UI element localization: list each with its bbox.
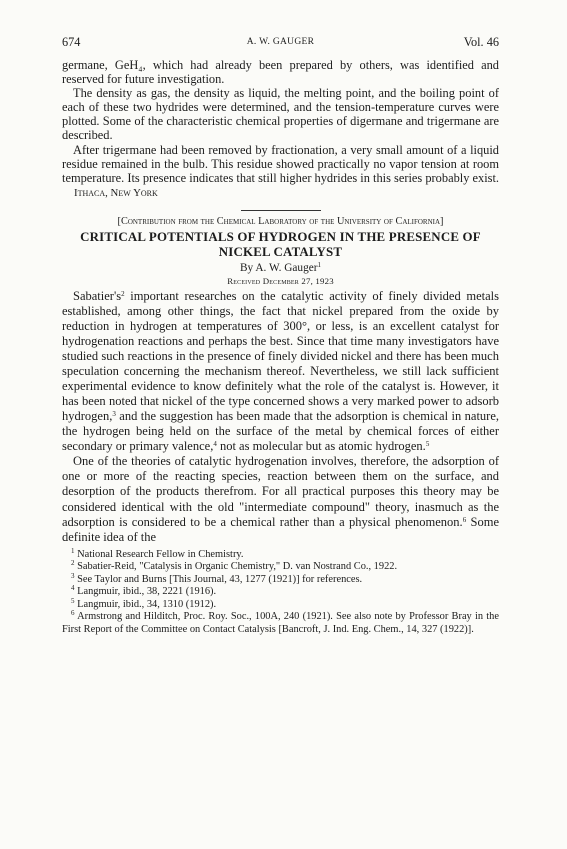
page-header <box>62 35 499 49</box>
footnote <box>62 586 499 599</box>
footnote-ref: 1 <box>317 260 321 269</box>
footnote-number: 3 <box>71 571 75 580</box>
received-date: Received December 27, 1923 <box>227 275 334 286</box>
footnote-ref: 5 <box>425 440 430 449</box>
footnote-text: Langmuir, ibid., 38, 2221 (1916). <box>77 586 217 598</box>
section-divider <box>241 210 321 211</box>
volume-label: Vol. 46 <box>463 35 499 49</box>
paragraph-text: One of the theories of catalytic hydrogenation involves, therefore, the adsorption of one or more of the reacting species, reaction between them on the surface, and desorption of the products therefrom. For all practical purposes this theory may be considered identical with the old "intermediate compound" theory, inasmuch as the adsorption is considered to be a chemical rather than a physical phenomenon. <box>62 454 499 529</box>
page-body <box>62 58 499 636</box>
article-byline <box>62 262 499 275</box>
footnotes <box>62 546 499 637</box>
footnote-number: 5 <box>71 596 75 605</box>
running-title: A. W. GAUGER <box>246 37 315 47</box>
page-number: 674 <box>62 35 81 49</box>
paragraph-text: Sabatier's <box>73 288 122 303</box>
previous-article-paragraph: The density as gas, the density as liquid, the melting point, and the boiling point of each of these two hydrides were determined, and the tension-temperature curves were plotted. Some of the characteristic chemical properties of digermane and trigermane are described. <box>62 86 499 143</box>
footnote <box>62 546 499 562</box>
previous-article-paragraph: After trigermane had been removed by fractionation, a very small amount of a liquid residue remained in the bulb. This residue showed practically no vapor tension at room temperature. Its presence indicates that still higher hydrides in this series probably exist. <box>62 142 499 185</box>
article-title: CRITICAL POTENTIALS OF HYDROGEN IN THE PRESENCE OF NICKEL CATALYST <box>80 229 481 260</box>
footnote-text: National Research Fellow in Chemistry. <box>77 548 244 560</box>
author-name: By A. W. Gauger <box>239 261 318 274</box>
footnote-number: 2 <box>71 559 75 568</box>
footnote <box>62 571 499 587</box>
footnote-ref: 4 <box>213 440 217 449</box>
location-line: Ithaca, New York <box>74 186 158 199</box>
footnote-text: Sabatier-Reid, "Catalysis in Organic Chemistry," D. van Nostrand Co., 1922. <box>77 561 398 573</box>
footnote <box>62 611 499 636</box>
contribution-line: [Contribution from the Chemical Laboratory of the University of California] <box>117 215 444 227</box>
footnote-ref: 2 <box>121 289 125 298</box>
paragraph-text: important researches on the catalytic activity of finely divided metals established, among other things, the fact that nickel prepared from the oxide by reduction in hydrogen at temperatures of 300°, or less, is an excellent catalyst for hydrogenation reactions and perhaps the best. Since that time many investigators have studied such reactions in the presence of finely divided nickel and there has been much speculation concerning the mechanism thereof. Nevertheless, we still lack sufficient experimental evidence to know definitely what the role of the catalyst is. However, it has been noted that nickel of the type concerned shows a very marked power to adsorb hydrogen, <box>62 288 499 424</box>
paragraph-text: not as molecular but as atomic hydrogen. <box>216 439 426 454</box>
article-paragraph <box>62 454 499 544</box>
footnote <box>62 596 499 612</box>
footnote-ref: 6 <box>462 515 467 524</box>
footnote-number: 1 <box>71 546 75 555</box>
paragraph-text: Some definite idea of the <box>62 514 499 544</box>
footnote-ref: 3 <box>112 410 116 419</box>
previous-article-paragraph: germane, GeH₄, which had already been prepared by others, was identified and reserved for future investigation. <box>62 58 499 87</box>
footnote-text: Armstrong and Hilditch, Proc. Roy. Soc., 100A, 240 (1921). See also note by Professor Bray in the First Report of the Committee on Contact Catalysis [Bancroft, J. Ind. Eng. Chem., 14, 327 (1922)]. <box>62 611 499 635</box>
footnote <box>62 561 499 574</box>
paragraph-text: and the suggestion has been made that the adsorption is chemical in nature, the hydrogen being held on the surface of the metal by chemical forces of either secondary or primary valence, <box>62 409 499 454</box>
footnote-number: 4 <box>71 584 75 593</box>
footnote-text: See Taylor and Burns [This Journal, 43, 1277 (1921)] for references. <box>77 573 363 585</box>
article-paragraph <box>62 289 499 455</box>
footnote-number: 6 <box>71 609 75 618</box>
footnote-text: Langmuir, ibid., 34, 1310 (1912). <box>77 598 217 610</box>
